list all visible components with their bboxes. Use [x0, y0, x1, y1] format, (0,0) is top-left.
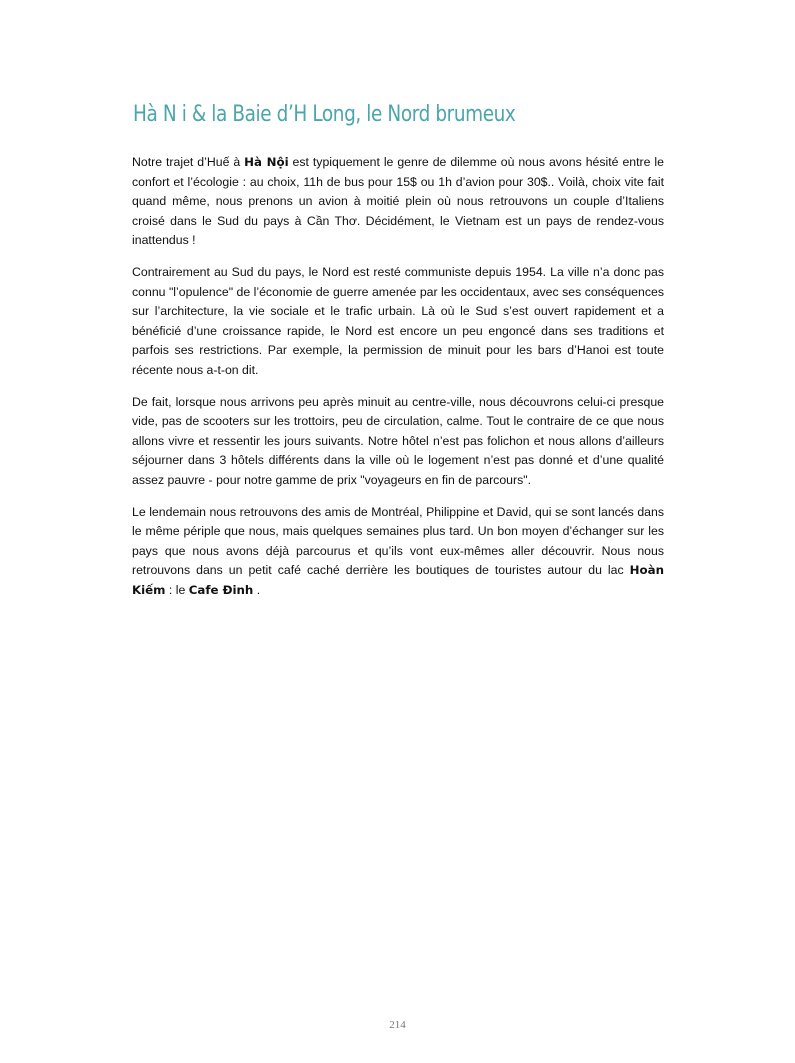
page-title: Hà N i & la Baie d’H Long, le Nord brumeux: [133, 102, 516, 127]
paragraph-4-text-c: : le: [165, 582, 189, 597]
article-body: [132, 153, 664, 612]
paragraph-3: De fait, lorsque nous arrivons peu après minuit au centre-ville, nous découvrons celui-ci presque vide, pas de scooters sur les trottoirs, peu de circulation, calme. Tout le contraire de ce que nous allons vivre et ressentir les jours suivants. Notre hôtel n’est pas folichon et nous allons d’ailleurs séjourner dans 3 hôtels différents dans la ville où le logement n’est pas donné et d’une qualité assez pauvre - pour notre gamme de prix "voyageurs en fin de parcours".: [132, 394, 664, 487]
place-name-ha-noi: Hà Nội: [244, 155, 289, 169]
paragraph-1-text-c: est typiquement le genre de dilemme où nous avons hésité entre le confort et l’écologie : au choix, 11h de bus pour 15$ ou 1h d’avion pour 30$.. Voilà, choix vite fait quand même, nous prenons un avion à moitié plein où nous retrouvons un couple d’Italiens croisé dans le Sud du pays à Cần Thơ. Décidément, le Vietnam est un pays de rendez-vous inattendus !: [132, 155, 664, 248]
paragraph-1-text-a: Notre trajet d’Huế à: [132, 155, 245, 169]
paragraph-2: Contrairement au Sud du pays, le Nord est resté communiste depuis 1954. La ville n’a donc pas connu "l’opulence" de l’économie de guerre amenée par les occidentaux, avec ses conséquences sur l’architecture, la vie sociale et le trafic urbain. Là où le Sud s’est ouvert rapidement et a bénéficié d’une croissance rapide, le Nord est encore un peu engoncé dans ses traditions et parfois ses restrictions. Par exemple, la permission de minuit pour les bars d’Hanoi est toute récente nous a-t-on dit.: [132, 264, 664, 377]
paragraph-4-text-e: .: [253, 582, 261, 597]
page-number: 214: [389, 1019, 406, 1031]
paragraph-1: [132, 153, 664, 251]
paragraph-4: [132, 503, 664, 601]
place-name-cafe-dinh: Cafe Đinh: [188, 582, 254, 597]
paragraph-4-text-a: Le lendemain nous retrouvons des amis de Montréal, Philippine et David, qui se sont lancés dans le même périple que nous, mais quelques semaines plus tard. Un bon moyen d’échanger sur les pays que nous avons déjà parcourus et qu’ils vont eux-mêmes aller découvrir. Nous nous retrouvons dans un petit café caché derrière les boutiques de touristes autour du lac: [132, 504, 664, 578]
place-name-hoan-kiem: Hoàn Kiếm: [132, 563, 664, 597]
